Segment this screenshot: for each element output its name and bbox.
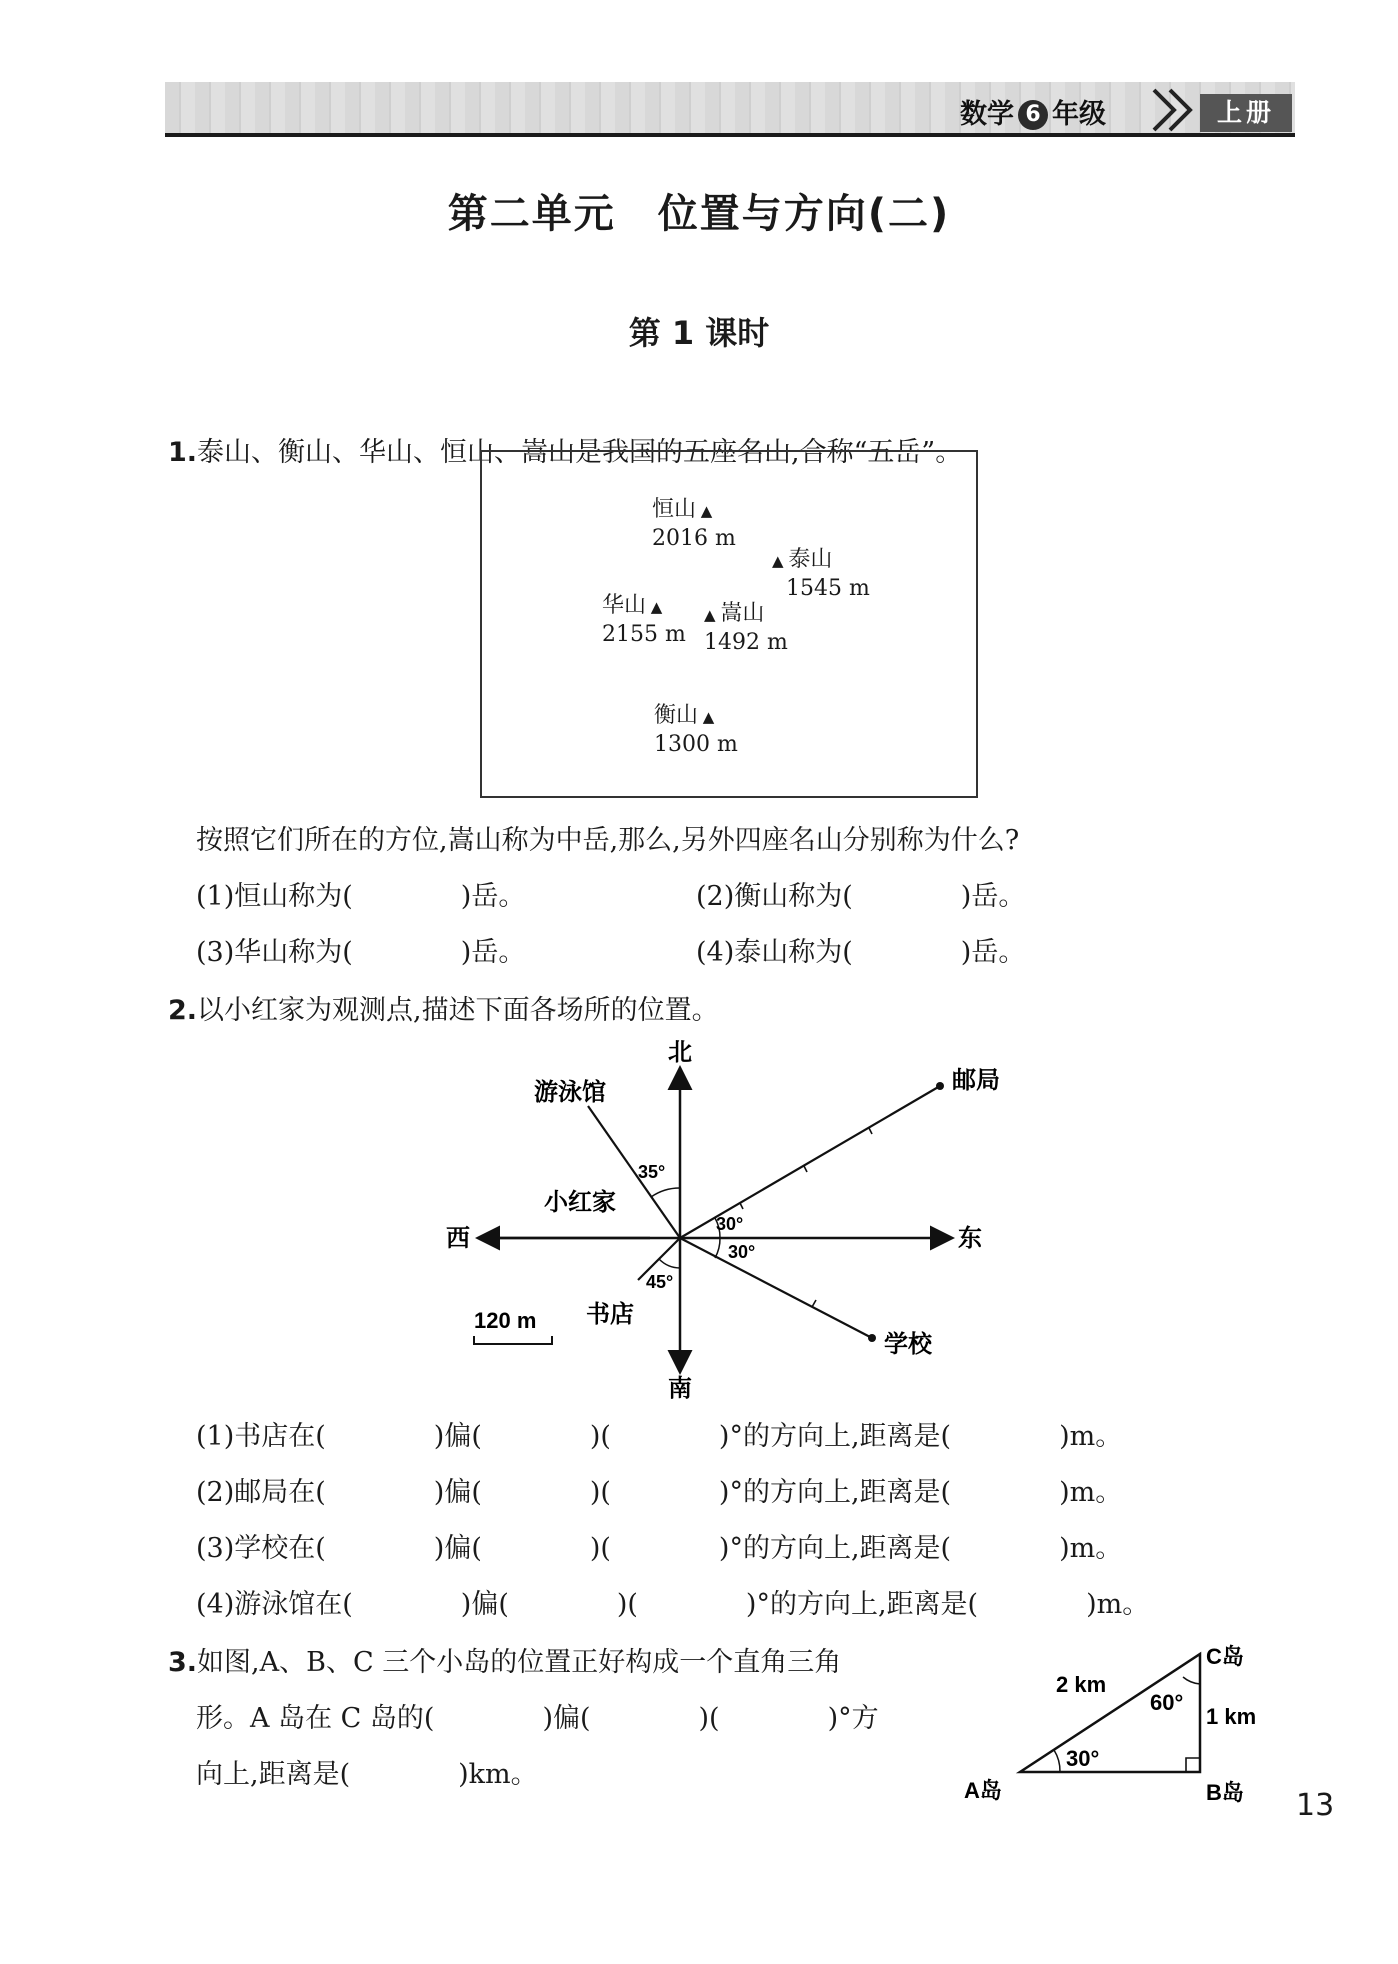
grade-number-badge: 6 [1018,100,1048,130]
header-subject: 数学 [960,99,1014,130]
right-angle-mark [1186,1758,1200,1772]
q1-item-3: (3)华山称为( )岳。 [196,937,526,968]
q2-statement [168,988,719,1027]
q2-item-3: (3)学校在( )偏( )( )°的方向上,距离是( )m。 [196,1533,1123,1564]
lesson-title: 第 1 课时 [628,314,770,352]
label-center: 小红家 [544,1189,616,1216]
q1-item-4: (4)泰山称为( )岳。 [696,937,1026,968]
map-label-huashan: 华山 ▲ 2155 m [602,593,686,647]
q2-item-1: (1)书店在( )偏( )( )°的方向上,距离是( )m。 [196,1421,1123,1452]
map-label-hengshan-north: 恒山 ▲ 2016 m [652,497,736,551]
label-north: 北 [668,1040,692,1066]
q3-number: 3. [168,1647,198,1678]
label-a: A岛 [964,1778,1002,1803]
school-ray [680,1238,872,1338]
q2-number: 2. [168,995,198,1026]
header-band [165,82,1295,134]
q1-number: 1. [168,437,198,468]
map-label-hengshan-south: 衡山 ▲ 1300 m [654,703,738,757]
arc-book [659,1259,680,1268]
label-west: 西 [446,1225,470,1252]
school-point [868,1334,876,1342]
triangle-diagram [960,1620,1280,1820]
label-hyp: 2 km [1056,1672,1107,1697]
q2-text: 以小红家为观测点,描述下面各场所的位置。 [197,995,719,1026]
page-number: 13 [1296,1788,1335,1823]
school-tick [812,1300,816,1307]
map-label-songshan: ▲ 嵩山 1492 m [704,601,788,655]
label-angle-c: 60° [1150,1690,1184,1715]
q1-text: 泰山、衡山、华山、恒山、嵩山是我国的五座名山,合称“五岳”。 [197,437,963,468]
scale-label: 120 m [474,1308,537,1333]
label-bookstore: 书店 [586,1301,634,1328]
arc-pool [651,1188,680,1197]
map-label-taishan: ▲ 泰山 1545 m [772,547,870,601]
unit-title: 第二单元 位置与方向(二) [447,191,951,237]
label-post: 邮局 [952,1067,1000,1094]
volume-label: 上册 [1216,98,1275,127]
pool-ray [588,1106,680,1238]
volume-badge [1200,94,1292,132]
compass-diagram [440,1040,1040,1400]
angle-school: 30° [728,1242,756,1262]
q3-text-1: 如图,A、B、C 三个小岛的位置正好构成一个直角三角 [197,1647,842,1678]
arc-c [1183,1677,1200,1684]
label-b: B岛 [1206,1780,1244,1805]
q2-item-2: (2)邮局在( )偏( )( )°的方向上,距离是( )m。 [196,1477,1123,1508]
q3-line-1 [168,1640,841,1679]
label-south: 南 [668,1375,692,1400]
q3-line-2: 形。A 岛在 C 岛的( )偏( )( )°方 [196,1703,879,1734]
q1-prompt: 按照它们所在的方位,嵩山称为中岳,那么,另外四座名山分别称为什么? [196,825,1020,856]
label-east: 东 [958,1225,982,1252]
scale-bar [474,1336,552,1344]
label-school: 学校 [884,1331,932,1358]
label-pool: 游泳馆 [534,1079,606,1106]
q1-item-2: (2)衡山称为( )岳。 [696,881,1026,912]
label-c: C岛 [1206,1644,1244,1669]
angle-post: 30° [716,1214,744,1234]
post-point [936,1082,944,1090]
label-angle-a: 30° [1066,1746,1100,1771]
double-chevron-icon [1150,84,1198,132]
header-rule [165,133,1295,137]
arc-school [715,1238,720,1258]
angle-pool: 35° [638,1162,666,1182]
label-side: 1 km [1206,1704,1257,1729]
q2-item-4: (4)游泳馆在( )偏( )( )°的方向上,距离是( )m。 [196,1589,1150,1620]
q3-line-3: 向上,距离是( )km。 [196,1759,538,1790]
q1-item-1: (1)恒山称为( )岳。 [196,881,526,912]
arc-a [1054,1750,1060,1772]
header-grade: 年级 [1052,99,1106,130]
post-ticks [740,1128,872,1209]
header-subject-grade [960,92,1106,131]
mountain-map [480,450,978,798]
angle-book: 45° [646,1272,674,1292]
